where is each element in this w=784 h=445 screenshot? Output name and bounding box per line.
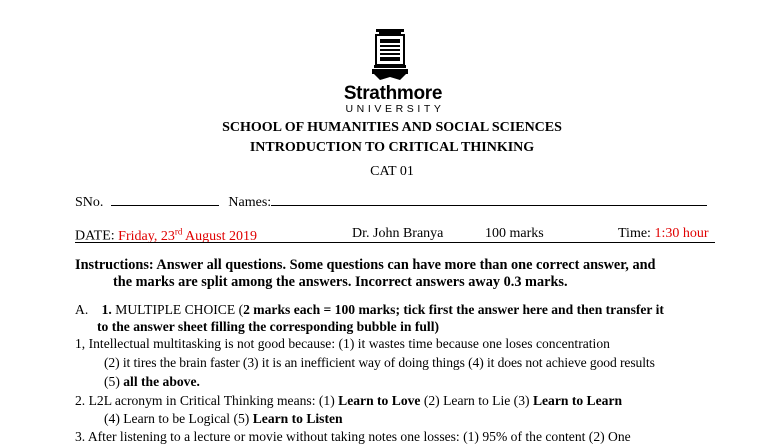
sno-field[interactable] — [111, 193, 219, 206]
sno-label: SNo. — [75, 195, 104, 210]
section-number: 1. — [101, 302, 112, 317]
university-brand — [340, 84, 446, 115]
section-title-bold: 2 marks each = 100 marks; tick first the answer here and then transfer it — [243, 302, 664, 317]
question-1-line-1: 1, Intellectual multitasking is not good because: (1) it wastes time because one loses concentration — [75, 336, 610, 351]
section-letter: A. — [75, 302, 89, 317]
exam-title: CAT 01 — [370, 164, 414, 179]
meta-divider — [75, 242, 715, 243]
instructions-line-2: the marks are split among the answers. Incorrect answers away 0.3 marks. — [113, 274, 568, 290]
names-label: Names: — [228, 195, 272, 210]
question-1-line-3: (5) all the above. — [104, 374, 200, 389]
instructions-line-1: Instructions: Answer all questions. Some questions can have more than one correct answer, and — [75, 257, 656, 273]
time-label: Time: — [618, 226, 655, 241]
time-value: 1:30 hour — [654, 226, 709, 241]
lecturer-name: Dr. John Branya — [352, 226, 444, 241]
date-value: Friday, 23rd August 2019 — [118, 226, 258, 244]
student-fields-row — [75, 193, 707, 211]
school-title: SCHOOL OF HUMANITIES AND SOCIAL SCIENCES — [222, 120, 562, 135]
course-title: INTRODUCTION TO CRITICAL THINKING — [249, 140, 535, 155]
question-2-line-2: (4) Learn to be Logical (5) Learn to Listen — [104, 411, 343, 426]
question-2-line-1: 2. L2L acronym in Critical Thinking means: (1) Learn to Love (2) Learn to Lie (3) Learn to Learn — [75, 393, 623, 408]
section-title: MULTIPLE CHOICE ( — [111, 302, 244, 317]
time-info — [618, 226, 709, 242]
section-heading-line-2: to the answer sheet filling the corresponding bubble in full) — [97, 319, 440, 334]
section-heading — [75, 302, 664, 318]
date-label: DATE: — [75, 228, 119, 244]
brand-subtitle: UNIVERSITY — [345, 103, 445, 115]
question-1-line-2: (2) it tires the brain faster (3) it is an inefficient way of doing things (4) it does not achieve good results — [104, 355, 655, 370]
names-field[interactable] — [271, 193, 707, 206]
university-crest-logo — [370, 28, 410, 84]
question-3-line-1: 3. After listening to a lecture or movie without taking notes one losses: (1) 95% of the content (2) One — [75, 429, 631, 444]
brand-name: Strathmore — [343, 83, 443, 104]
total-marks: 100 marks — [485, 226, 544, 241]
